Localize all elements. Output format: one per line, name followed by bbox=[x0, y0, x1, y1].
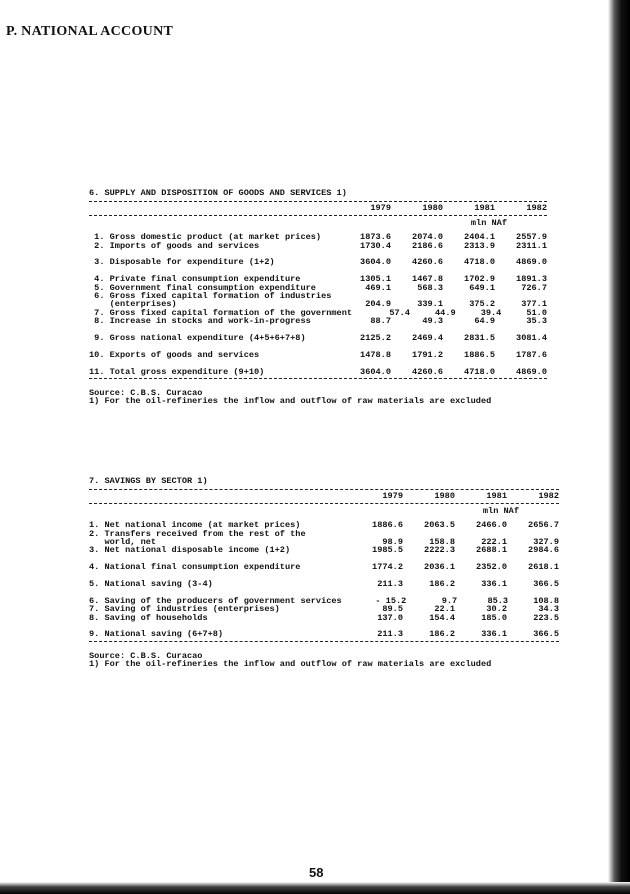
cell-value: 57.4 bbox=[389, 307, 410, 318]
cell-value: 204.9 bbox=[365, 299, 391, 310]
row-label: 6. Gross fixed capital formation of industries bbox=[89, 291, 332, 302]
year: 1981 bbox=[474, 203, 495, 214]
cell-value: 2618.1 bbox=[528, 562, 559, 573]
cell-value: 186.2 bbox=[429, 579, 455, 590]
table-row bbox=[89, 334, 547, 342]
cell-value: 2313.9 bbox=[464, 240, 495, 251]
cell-value: 186.2 bbox=[429, 629, 455, 640]
cell-value: 85.3 bbox=[487, 595, 509, 606]
source: Source: C.B.S. Curacao bbox=[89, 388, 203, 399]
cell-value: 4718.0 bbox=[464, 257, 495, 268]
row-label: 4. National final consumption expenditure bbox=[89, 562, 301, 573]
cell-value: 726.7 bbox=[521, 282, 547, 293]
cell-value: 30.2 bbox=[486, 604, 507, 615]
year: 1979 bbox=[382, 491, 403, 502]
cell-value: 223.5 bbox=[533, 612, 559, 623]
cell-value: 1787.6 bbox=[516, 349, 547, 360]
table-body bbox=[89, 233, 547, 376]
row-label: 8. Increase in stocks and work-in-progress bbox=[89, 316, 311, 327]
divider bbox=[89, 489, 559, 490]
cell-value: 51.0 bbox=[526, 307, 547, 318]
row-label: 7. Gross fixed capital formation of the government bbox=[89, 307, 353, 318]
cell-value: 211.3 bbox=[377, 629, 403, 640]
cell-value: 64.9 bbox=[474, 316, 495, 327]
table-title: 7. SAVINGS BY SECTOR 1) bbox=[89, 476, 208, 486]
cell-value: 4260.6 bbox=[412, 257, 443, 268]
cell-value: 1886.5 bbox=[464, 349, 495, 360]
cell-value: 2311.1 bbox=[516, 240, 547, 251]
cell-value: 2352.0 bbox=[476, 562, 507, 573]
cell-value: 22.1 bbox=[434, 604, 455, 615]
cell-value: 34.3 bbox=[538, 604, 559, 615]
year: 1982 bbox=[538, 491, 559, 502]
cell-value: 39.4 bbox=[480, 307, 502, 318]
year-header bbox=[89, 492, 559, 500]
year: 1982 bbox=[526, 203, 547, 214]
cell-value: 2125.2 bbox=[360, 333, 391, 344]
cell-value: 2557.9 bbox=[516, 232, 547, 243]
cell-value: 366.5 bbox=[533, 579, 559, 590]
cell-value: 108.8 bbox=[533, 595, 559, 606]
cell-value: - 15.2 bbox=[375, 595, 407, 606]
row-label: 3. Disposable for expenditure (1+2) bbox=[89, 257, 275, 268]
row-label: 4. Private final consumption expenditure bbox=[89, 274, 301, 285]
row-label: (enterprises) bbox=[89, 299, 177, 310]
table-row bbox=[89, 580, 559, 588]
cell-value: 185.0 bbox=[481, 612, 507, 623]
cell-value: 1730.4 bbox=[360, 240, 391, 251]
table-row bbox=[89, 317, 547, 325]
divider bbox=[89, 378, 547, 379]
cell-value: 2063.5 bbox=[424, 520, 455, 531]
cell-value: 2688.1 bbox=[476, 545, 507, 556]
row-label: 1. Gross domestic product (at market prices) bbox=[89, 232, 322, 243]
cell-value: 211.3 bbox=[377, 579, 403, 590]
cell-value: 2036.1 bbox=[424, 562, 455, 573]
cell-value: 2984.6 bbox=[528, 545, 559, 556]
table-row bbox=[89, 351, 547, 359]
year: 1979 bbox=[370, 203, 391, 214]
cell-value: 1702.9 bbox=[464, 274, 495, 285]
cell-value: 336.1 bbox=[481, 629, 507, 640]
row-label: 11. Total gross expenditure (9+10) bbox=[89, 366, 265, 377]
cell-value: 3604.0 bbox=[360, 366, 391, 377]
cell-value: 568.3 bbox=[417, 282, 443, 293]
cell-value: 9.7 bbox=[441, 595, 458, 606]
cell-value: 89.5 bbox=[382, 604, 403, 615]
table-row bbox=[89, 242, 547, 250]
row-label: 7. Saving of industries (enterprises) bbox=[89, 604, 280, 615]
row-label: 6. Saving of the producers of government services bbox=[89, 595, 342, 606]
cell-value: 366.5 bbox=[533, 629, 559, 640]
cell-value: 2222.3 bbox=[424, 545, 455, 556]
cell-value: 2404.1 bbox=[464, 232, 495, 243]
year: 1981 bbox=[486, 491, 507, 502]
cell-value: 4869.0 bbox=[516, 366, 547, 377]
cell-value: 44.9 bbox=[435, 307, 456, 318]
cell-value: 4260.6 bbox=[412, 366, 443, 377]
cell-value: 137.0 bbox=[377, 612, 403, 623]
cell-value: 4869.0 bbox=[516, 257, 547, 268]
row-label: 9. Gross national expenditure (4+5+6+7+8) bbox=[89, 333, 306, 344]
cell-value: 1985.5 bbox=[372, 545, 403, 556]
cell-value: 3081.4 bbox=[516, 333, 547, 344]
cell-value: 222.1 bbox=[481, 537, 507, 548]
table-row bbox=[89, 368, 547, 376]
table-title: 6. SUPPLY AND DISPOSITION OF GOODS AND SERVICES 1) bbox=[89, 188, 347, 198]
year-header bbox=[89, 204, 547, 212]
page-number: 58 bbox=[309, 865, 324, 880]
unit-label: mln NAf bbox=[470, 217, 507, 228]
table-row bbox=[89, 563, 559, 571]
cell-value: 98.9 bbox=[382, 537, 403, 548]
cell-value: 339.1 bbox=[417, 299, 443, 310]
cell-value: 49.3 bbox=[422, 316, 443, 327]
footnote: 1) For the oil-refineries the inflow and outflow of raw materials are excluded bbox=[89, 659, 492, 670]
row-label: 10. Exports of goods and services bbox=[89, 349, 260, 360]
page-header: P. NATIONAL ACCOUNT bbox=[6, 24, 174, 39]
row-label: 8. Saving of households bbox=[89, 612, 208, 623]
cell-value: 649.1 bbox=[469, 282, 495, 293]
row-label: 5. National saving (3-4) bbox=[89, 579, 213, 590]
cell-value: 2831.5 bbox=[464, 333, 495, 344]
cell-value: 158.8 bbox=[429, 537, 455, 548]
cell-value: 2656.7 bbox=[528, 520, 559, 531]
cell-value: 469.1 bbox=[365, 282, 391, 293]
table-savings-by-sector bbox=[89, 477, 559, 669]
cell-value: 2186.6 bbox=[412, 240, 443, 251]
cell-value: 377.1 bbox=[521, 299, 547, 310]
divider bbox=[89, 641, 559, 642]
table-supply-disposition bbox=[89, 189, 547, 406]
cell-value: 336.1 bbox=[481, 579, 507, 590]
row-label: 2. Transfers received from the rest of the bbox=[89, 528, 306, 539]
cell-value: 375.2 bbox=[469, 299, 495, 310]
scan-edge-right bbox=[608, 0, 630, 894]
table-body bbox=[89, 521, 559, 639]
cell-value: 154.4 bbox=[429, 612, 455, 623]
unit-label: mln NAf bbox=[482, 505, 519, 516]
cell-value: 3604.0 bbox=[360, 257, 391, 268]
year: 1980 bbox=[422, 203, 443, 214]
divider bbox=[89, 503, 559, 504]
table-row bbox=[89, 614, 559, 622]
table-row bbox=[89, 258, 547, 266]
cell-value: 1467.8 bbox=[412, 274, 443, 285]
cell-value: 327.9 bbox=[533, 537, 559, 548]
footnote: 1) For the oil-refineries the inflow and outflow of raw materials are excluded bbox=[89, 396, 492, 407]
cell-value: 1873.6 bbox=[360, 232, 391, 243]
cell-value: 1886.6 bbox=[372, 520, 403, 531]
row-label: 3. Net national disposable income (1+2) bbox=[89, 545, 291, 556]
row-label: 9. National saving (6+7+8) bbox=[89, 629, 224, 640]
scan-edge-bottom bbox=[0, 882, 630, 894]
cell-value: 2469.4 bbox=[412, 333, 443, 344]
row-label: world, net bbox=[89, 537, 157, 548]
divider bbox=[89, 201, 547, 202]
row-label: 1. Net national income (at market prices) bbox=[89, 520, 301, 531]
year: 1980 bbox=[434, 491, 455, 502]
cell-value: 2074.0 bbox=[412, 232, 443, 243]
source: Source: C.B.S. Curacao bbox=[89, 650, 203, 661]
cell-value: 4718.0 bbox=[464, 366, 495, 377]
row-label: 5. Government final consumption expenditure bbox=[89, 282, 316, 293]
cell-value: 2466.0 bbox=[476, 520, 507, 531]
divider bbox=[89, 215, 547, 216]
table-row bbox=[89, 546, 559, 554]
cell-value: 1891.3 bbox=[516, 274, 547, 285]
table-row bbox=[89, 630, 559, 638]
cell-value: 1791.2 bbox=[412, 349, 443, 360]
cell-value: 35.3 bbox=[526, 316, 547, 327]
row-label: 2. Imports of goods and services bbox=[89, 240, 260, 251]
cell-value: 88.7 bbox=[370, 316, 391, 327]
cell-value: 1478.8 bbox=[360, 349, 391, 360]
cell-value: 1305.1 bbox=[360, 274, 391, 285]
cell-value: 1774.2 bbox=[372, 562, 403, 573]
